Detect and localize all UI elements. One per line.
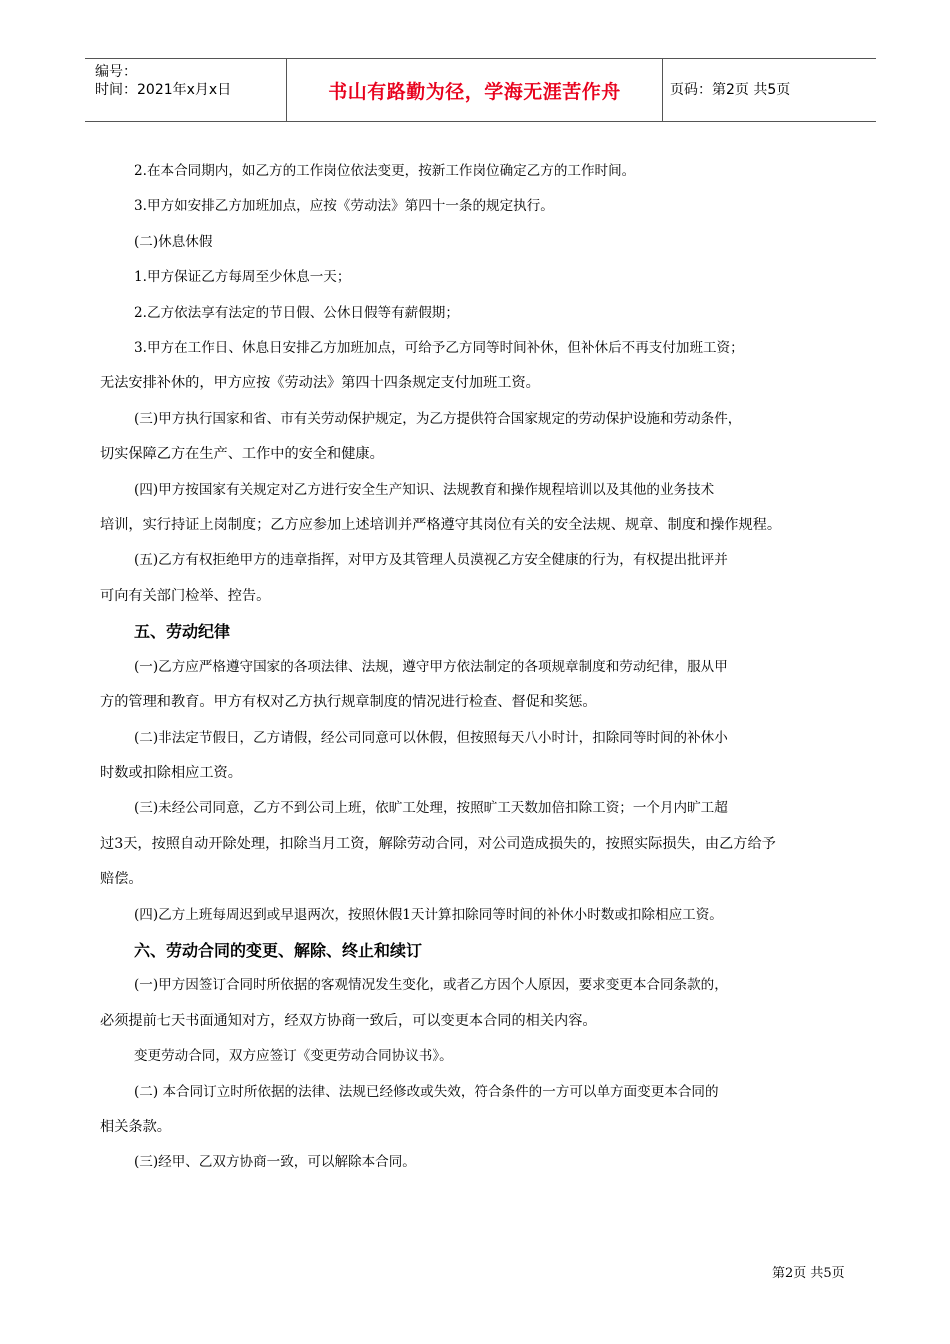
paragraph: (四)甲方按国家有关规定对乙方进行安全生产知识、法规教育和操作规程培训以及其他的业务技术 培训，实行持证上岗制度；乙方应参加上述培训并严格遵守其岗位有关的安全法规、规章、制度和操作规程。	[100, 481, 782, 534]
footer-page-number: 第2页 共5页	[772, 1266, 845, 1281]
paragraph: 3.甲方如安排乙方加班加点，应按《劳动法》第四十一条的规定执行。	[134, 198, 554, 215]
section-heading: 六、劳动合同的变更、解除、终止和续订	[134, 940, 423, 960]
document-code: 编号：	[95, 64, 137, 80]
header-motto-cell	[286, 59, 663, 121]
paragraph: (三)经甲、乙双方协商一致，可以解除本合同。	[134, 1154, 416, 1171]
paragraph: (五)乙方有权拒绝甲方的违章指挥，对甲方及其管理人员漠视乙方安全健康的行为，有权提出批评并 可向有关部门检举、控告。	[100, 552, 728, 604]
paragraph: 2.乙方依法享有法定的节日假、公休日假等有薪假期；	[134, 304, 459, 321]
paragraph: (四)乙方上班每周迟到或早退两次，按照休假1天计算扣除同等时间的补休小时数或扣除相应工资。	[134, 906, 723, 923]
paragraph: (二)休息休假	[134, 233, 213, 250]
paragraph: 3.甲方在工作日、休息日安排乙方加班加点，可给予乙方同等时间补休，但补休后不再支付加班工资； 无法安排补休的，甲方应按《劳动法》第四十四条规定支付加班工资。	[100, 340, 744, 392]
paragraph: 变更劳动合同，双方应签订《变更劳动合同协议书》。	[134, 1048, 453, 1065]
paragraph: 1.甲方保证乙方每周至少休息一天；	[134, 269, 351, 286]
header-page-number: 页码：第2页 共5页	[670, 82, 791, 98]
header-motto: 书山有路勤为径，学海无涯苦作舟	[328, 81, 621, 103]
paragraph: (一)乙方应严格遵守国家的各项法律、法规，遵守甲方依法制定的各项规章制度和劳动纪律，服从甲 方的管理和教育。甲方有权对乙方执行规章制度的情况进行检查、督促和奖惩。	[100, 658, 728, 711]
header-left-cell	[85, 59, 286, 121]
paragraph: (一)甲方因签订合同时所依据的客观情况发生变化，或者乙方因个人原因，要求变更本合同条款的， 必须提前七天书面通知对方，经双方协商一致后，可以变更本合同的相关内容。	[100, 977, 728, 1029]
header-page-cell	[662, 59, 876, 121]
paragraph: 2.在本合同期内，如乙方的工作岗位依法变更，按新工作岗位确定乙方的工作时间。	[134, 163, 636, 179]
paragraph: (二) 本合同订立时所依据的法律、法规已经修改或失效，符合条件的一方可以单方面变更本合同的 相关条款。	[100, 1083, 719, 1135]
document-time: 时间：2021年x月x日	[95, 82, 232, 98]
section-heading: 五、劳动纪律	[134, 622, 231, 642]
document-body	[100, 154, 870, 1181]
paragraph: (三)甲方执行国家和省、市有关劳动保护规定，为乙方提供符合国家规定的劳动保护设施和劳动条件， 切实保障乙方在生产、工作中的安全和健康。	[100, 410, 742, 463]
paragraph: (三)未经公司同意，乙方不到公司上班，依旷工处理，按照旷工天数加倍扣除工资；一个月内旷工超 过3天，按照自动开除处理，扣除当月工资，解除劳动合同，对公司造成损失的，按照实际损失，由乙方给予 赔偿。	[100, 800, 776, 888]
paragraph: (二)非法定节假日，乙方请假，经公司同意可以休假，但按照每天八小时计，扣除同等时间的补休小 时数或扣除相应工资。	[100, 729, 728, 781]
document-header	[85, 58, 876, 122]
